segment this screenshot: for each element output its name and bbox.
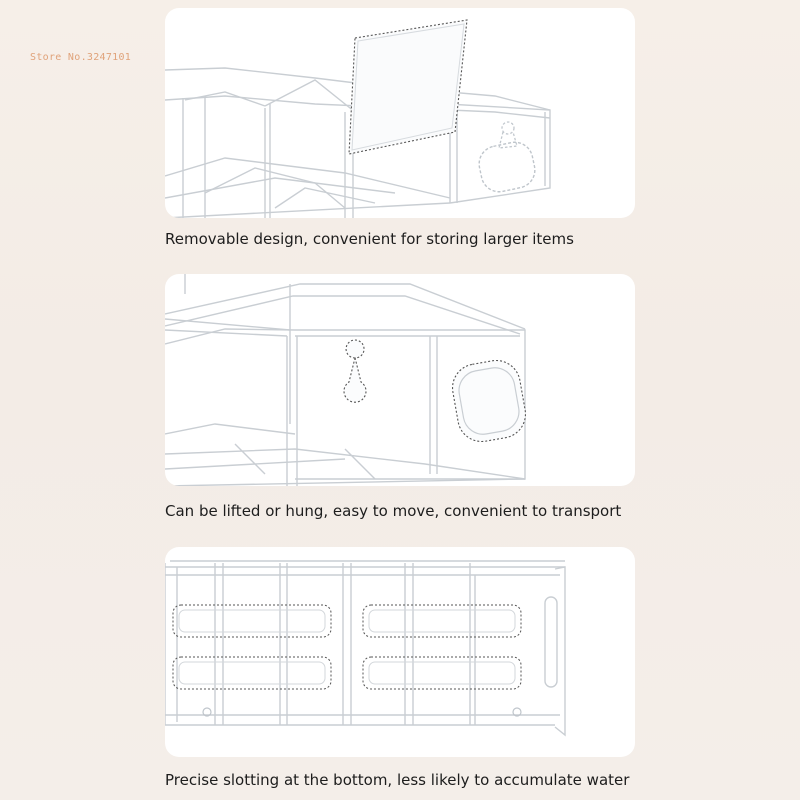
product-photo-slotted-bottom — [165, 547, 635, 757]
product-photo-removable-divider — [165, 8, 635, 218]
hanging-hole — [344, 340, 366, 402]
store-watermark: Store No.3247101 — [30, 52, 132, 63]
caption-lifted-or-hung: Can be lifted or hung, easy to move, convenient to transport — [165, 502, 622, 520]
product-photo-handle-and-hook — [165, 274, 635, 486]
organizer-illustration-3 — [165, 547, 635, 757]
organizer-illustration-2 — [165, 274, 635, 486]
bottom-slots — [173, 605, 521, 689]
caption-removable-design: Removable design, convenient for storing larger items — [165, 230, 574, 248]
handle-slot — [449, 357, 530, 446]
caption-precise-slotting: Precise slotting at the bottom, less likely to accumulate water — [165, 771, 630, 789]
organizer-illustration-1 — [165, 8, 635, 218]
